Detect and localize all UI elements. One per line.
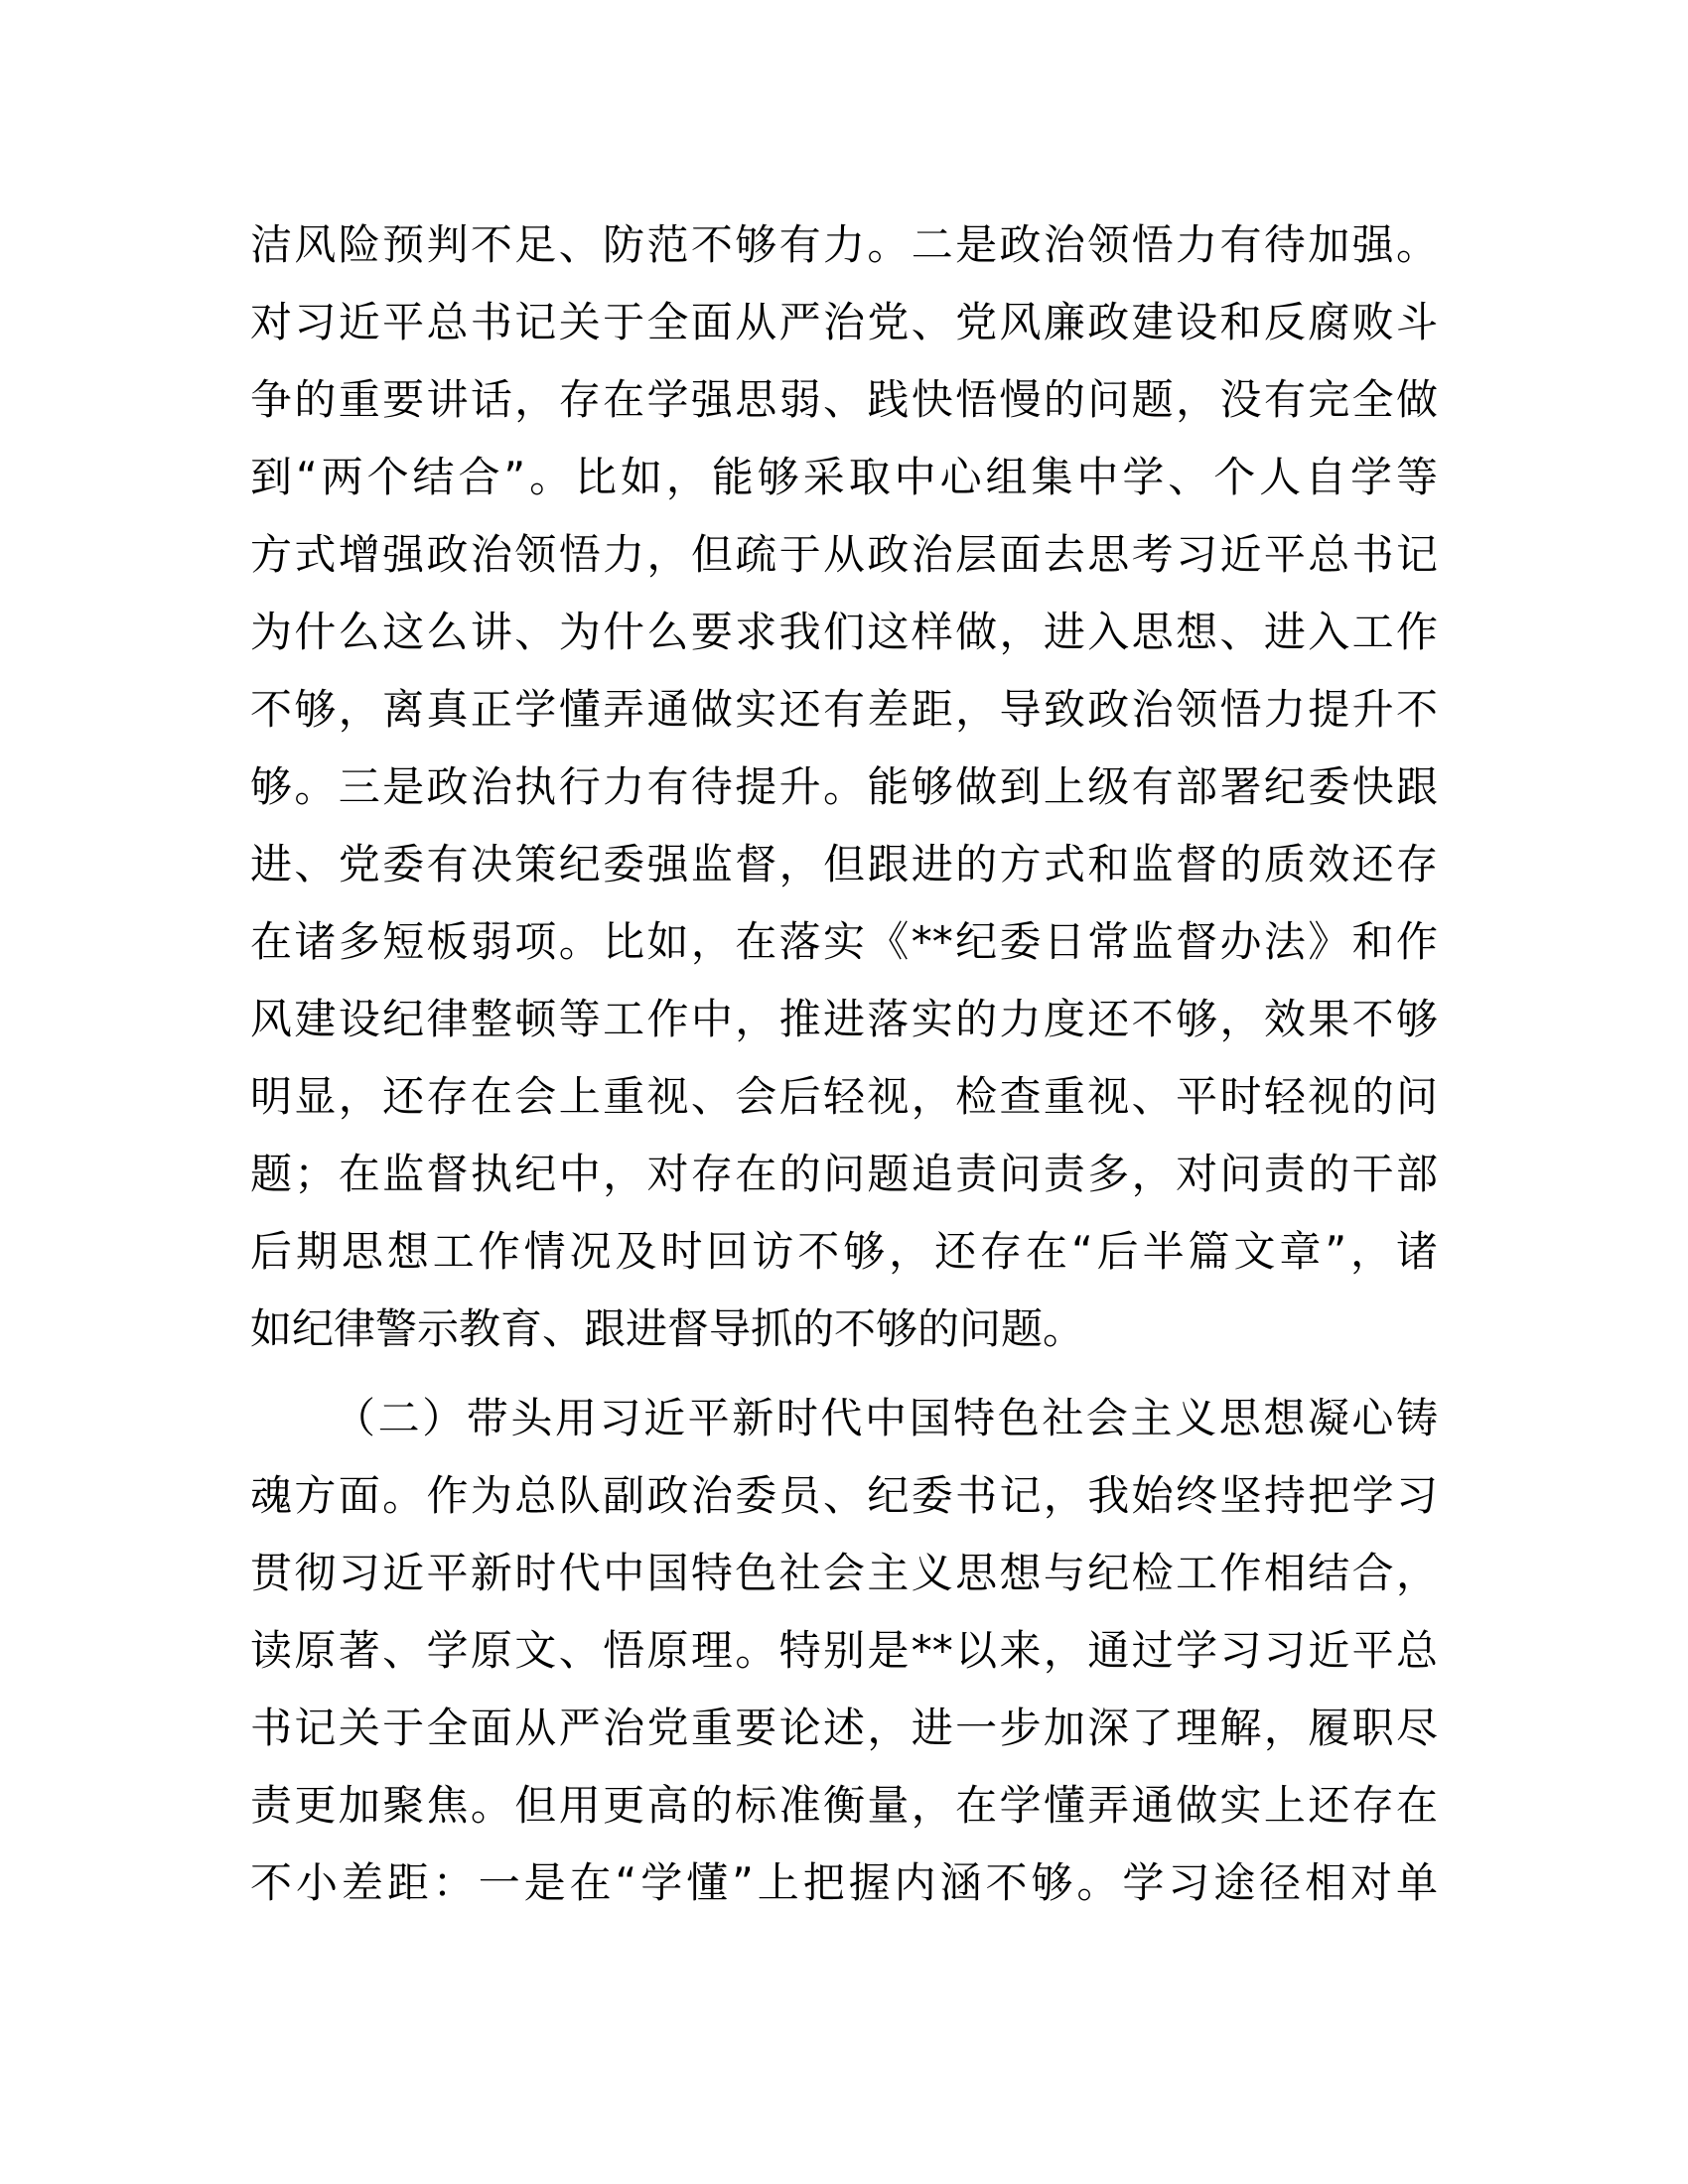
text-line: （二）带头用习近平新时代中国特色社会主义思想凝心铸 (334, 1394, 1438, 1442)
text-line: 风建设纪律整顿等工作中，推进落实的力度还不够，效果不够 (250, 995, 1438, 1043)
text-line: 为什么这么讲、为什么要求我们这样做，进入思想、进入工作 (250, 608, 1438, 656)
paragraph-1 (250, 206, 1438, 1368)
text-line: 对习近平总书记关于全面从严治党、党风廉政建设和反腐败斗 (250, 298, 1438, 346)
text-line: 够。三是政治执行力有待提升。能够做到上级有部署纪委快跟 (250, 762, 1438, 811)
document-body (250, 206, 1438, 1922)
text-line: 读原著、学原文、悟原理。特别是**以来，通过学习习近平总 (250, 1626, 1438, 1675)
text-line: 方式增强政治领悟力，但疏于从政治层面去思考习近平总书记 (250, 530, 1438, 579)
text-line: 不够，离真正学懂弄通做实还有差距，导致政治领悟力提升不 (250, 685, 1438, 734)
text-line: 明显，还存在会上重视、会后轻视，检查重视、平时轻视的问 (250, 1072, 1438, 1121)
text-line: 题；在监督执纪中，对存在的问题追责问责多，对问责的干部 (250, 1150, 1438, 1198)
text-line: 洁风险预判不足、防范不够有力。二是政治领悟力有待加强。 (250, 220, 1438, 269)
paragraph-2-section-heading (250, 1380, 1438, 1922)
text-line: 争的重要讲话，存在学强思弱、践快悟慢的问题，没有完全做 (250, 375, 1438, 424)
text-line: 书记关于全面从严治党重要论述，进一步加深了理解，履职尽 (250, 1704, 1438, 1752)
text-line: 如纪律警示教育、跟进督导抓的不够的问题。 (250, 1304, 1085, 1353)
text-line: 到“两个结合”。比如，能够采取中心组集中学、个人自学等 (250, 453, 1438, 501)
text-line: 在诸多短板弱项。比如，在落实《**纪委日常监督办法》和作 (250, 917, 1438, 966)
text-line: 后期思想工作情况及时回访不够，还存在“后半篇文章”，诸 (250, 1227, 1438, 1276)
text-line: 贯彻习近平新时代中国特色社会主义思想与纪检工作相结合， (250, 1549, 1438, 1597)
text-line: 责更加聚焦。但用更高的标准衡量，在学懂弄通做实上还存在 (250, 1781, 1438, 1830)
text-line: 进、党委有决策纪委强监督，但跟进的方式和监督的质效还存 (250, 840, 1438, 888)
text-line: 不小差距：一是在“学懂”上把握内涵不够。学习途径相对单 (250, 1858, 1438, 1907)
text-line: 魂方面。作为总队副政治委员、纪委书记，我始终坚持把学习 (250, 1471, 1438, 1520)
